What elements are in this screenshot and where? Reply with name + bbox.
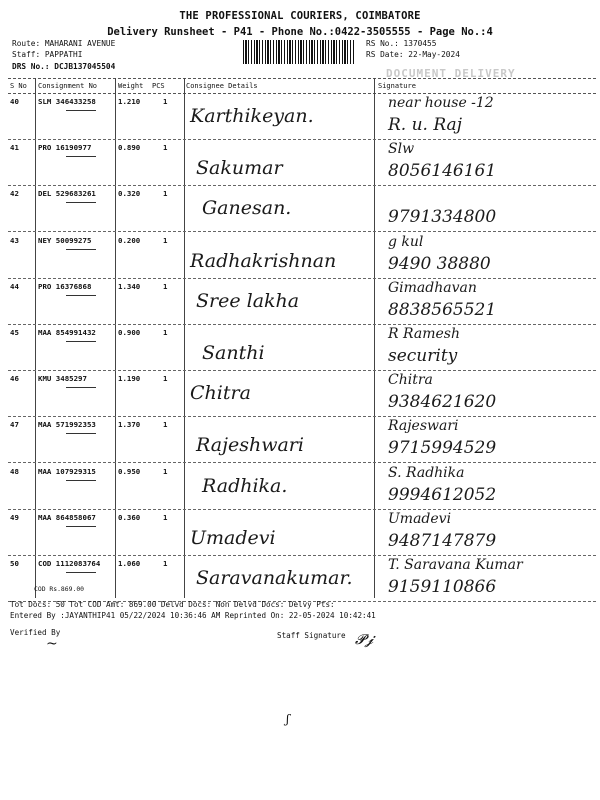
staff-signature-mark: 𝓟𝓳 <box>355 632 374 648</box>
pieces: 1 <box>163 281 168 291</box>
pieces: 1 <box>163 328 168 337</box>
consignee-name: Sakumar <box>196 157 283 180</box>
consignee-name: Ganesan. <box>202 197 292 220</box>
header-sno: S No <box>10 82 27 90</box>
serial-number: 41 <box>10 143 19 153</box>
serial-number: 43 <box>10 235 19 245</box>
consignee-name: Saravanakumar. <box>196 567 353 589</box>
pieces: 1 <box>163 235 168 245</box>
consignee-name: Rajeshwari <box>196 434 304 457</box>
weight: 0.950 <box>118 466 141 476</box>
consignment-number: MAA 864858067 <box>38 512 96 522</box>
receiver-signature: R Ramesh <box>388 326 460 342</box>
staff-label: Staff: PAPPATHI <box>12 50 83 59</box>
table-row <box>8 139 596 186</box>
tick-mark <box>66 295 96 296</box>
tick-mark <box>66 110 96 111</box>
rs-number: RS No.: 1370455 <box>366 39 437 48</box>
consignment-number: PRO 16376868 <box>38 281 92 291</box>
header-pcs: PCS <box>152 82 165 90</box>
totals-line: Tot Docs: 50 Tot COD Amt: 869.00 Delvd Docs: Non Delvd Docs: Delvy Pts: <box>10 600 335 609</box>
receiver-phone: 9487147879 <box>388 530 497 551</box>
weight: 0.320 <box>118 189 141 199</box>
table-row <box>8 232 596 279</box>
serial-number: 40 <box>10 97 19 106</box>
receiver-signature: S. Radhika <box>388 464 465 481</box>
route-label: Route: MAHARANI AVENUE <box>12 39 116 48</box>
table-row <box>8 555 596 602</box>
serial-number: 44 <box>10 281 19 291</box>
receiver-signature: Umadevi <box>388 510 452 527</box>
table-header <box>8 78 596 94</box>
pieces: 1 <box>163 97 168 106</box>
consignee-name: Santhi <box>202 342 265 364</box>
entered-by-line: Entered By :JAYANTHIP41 05/22/2024 10:36:46 AM Reprinted On: 22-05-2024 10:42:41 <box>10 611 376 620</box>
consignment-number: MAA 107929315 <box>38 466 96 476</box>
watermark: DOCUMENT DELIVERY <box>386 67 516 80</box>
pieces: 1 <box>163 189 168 199</box>
receiver-phone: 9715994529 <box>388 438 497 459</box>
pieces: 1 <box>163 559 168 568</box>
consignment-number: MAA 854991432 <box>38 328 96 337</box>
receiver-signature: g kul <box>388 233 424 250</box>
serial-number: 49 <box>10 512 19 522</box>
tick-mark <box>66 387 96 388</box>
serial-number: 45 <box>10 328 19 337</box>
weight: 1.210 <box>118 97 141 106</box>
header-consignment: Consignment No <box>38 82 98 90</box>
table-row <box>8 370 596 417</box>
runsheet-title: THE PROFESSIONAL COURIERS, COIMBATORE <box>179 10 421 22</box>
header-signature: Signature <box>378 82 416 90</box>
table-row <box>8 416 596 463</box>
table-row <box>8 278 596 325</box>
consignee-name: Radhika. <box>202 474 288 497</box>
consignee-name: Radhakrishnan <box>190 249 337 272</box>
pieces: 1 <box>163 466 168 476</box>
pieces: 1 <box>163 143 168 153</box>
verified-by-label: Verified By <box>10 628 61 637</box>
receiver-phone: 9791334800 <box>388 207 497 228</box>
table-row <box>8 185 596 232</box>
serial-number: 48 <box>10 466 19 476</box>
receiver-phone: 9994612052 <box>388 484 497 505</box>
weight: 1.370 <box>118 420 141 430</box>
cod-amount: COD Rs.869.00 <box>34 585 85 593</box>
receiver-phone: R. u. Raj <box>388 115 462 135</box>
table-row <box>8 324 596 371</box>
barcode <box>243 40 355 64</box>
staff-signature-label: Staff Signature <box>277 631 346 640</box>
consignee-name: Chitra <box>190 382 251 405</box>
tick-mark <box>66 341 96 342</box>
consignment-number: DEL 529683261 <box>38 189 96 199</box>
consignment-number: NEY 50099275 <box>38 235 92 245</box>
consignee-name: Umadevi <box>190 526 276 549</box>
consignment-number: PRO 16190977 <box>38 143 92 153</box>
receiver-phone: 9159110866 <box>388 577 497 597</box>
consignment-number: COD 1112083764 <box>38 559 101 568</box>
pieces: 1 <box>163 420 168 430</box>
receiver-phone: 8838565521 <box>388 299 497 320</box>
tick-mark <box>66 202 96 203</box>
weight: 0.360 <box>118 512 141 522</box>
table-row <box>8 93 596 140</box>
weight: 0.890 <box>118 143 141 153</box>
pieces: 1 <box>163 512 168 522</box>
weight: 1.340 <box>118 281 141 291</box>
consignee-name: Karthikeyan. <box>190 105 314 127</box>
drs-number: DRS No.: DCJB137045504 <box>12 62 116 71</box>
serial-number: 46 <box>10 374 19 384</box>
receiver-signature: T. Saravana Kumar <box>388 557 523 573</box>
verifier-signature: ~ <box>46 636 58 652</box>
receiver-phone: 9490 38880 <box>388 253 491 274</box>
weight: 1.060 <box>118 559 141 568</box>
receiver-signature: Gimadhavan <box>388 279 477 296</box>
stray-mark: ʃ <box>286 712 290 726</box>
receiver-phone: security <box>388 346 458 366</box>
consignment-number: MAA 571992353 <box>38 420 96 430</box>
tick-mark <box>66 433 96 434</box>
receiver-phone: 8056146161 <box>388 161 497 182</box>
weight: 1.190 <box>118 374 141 384</box>
weight: 0.200 <box>118 235 141 245</box>
serial-number: 50 <box>10 559 19 568</box>
pieces: 1 <box>163 374 168 384</box>
receiver-signature: Chitra <box>388 372 433 389</box>
serial-number: 42 <box>10 189 19 199</box>
receiver-signature: Rajeswari <box>388 418 459 435</box>
runsheet-subtitle: Delivery Runsheet - P41 - Phone No.:0422-3505555 - Page No.:4 <box>107 26 493 38</box>
consignment-number: SLM 346433258 <box>38 97 96 106</box>
tick-mark <box>66 480 96 481</box>
header-consignee: Consignee Details <box>186 82 258 90</box>
receiver-signature: Slw <box>388 141 415 158</box>
receiver-signature: near house -12 <box>388 95 494 111</box>
consignee-name: Sree lakha <box>196 289 300 312</box>
table-row <box>8 509 596 556</box>
consignment-number: KMU 3485297 <box>38 374 87 384</box>
tick-mark <box>66 526 96 527</box>
rs-date: RS Date: 22-May-2024 <box>366 50 460 59</box>
weight: 0.900 <box>118 328 141 337</box>
tick-mark <box>66 572 96 573</box>
tick-mark <box>66 156 96 157</box>
header-weight: Weight <box>118 82 144 90</box>
tick-mark <box>66 249 96 250</box>
serial-number: 47 <box>10 420 19 430</box>
table-row <box>8 463 596 510</box>
receiver-phone: 9384621620 <box>388 392 497 413</box>
